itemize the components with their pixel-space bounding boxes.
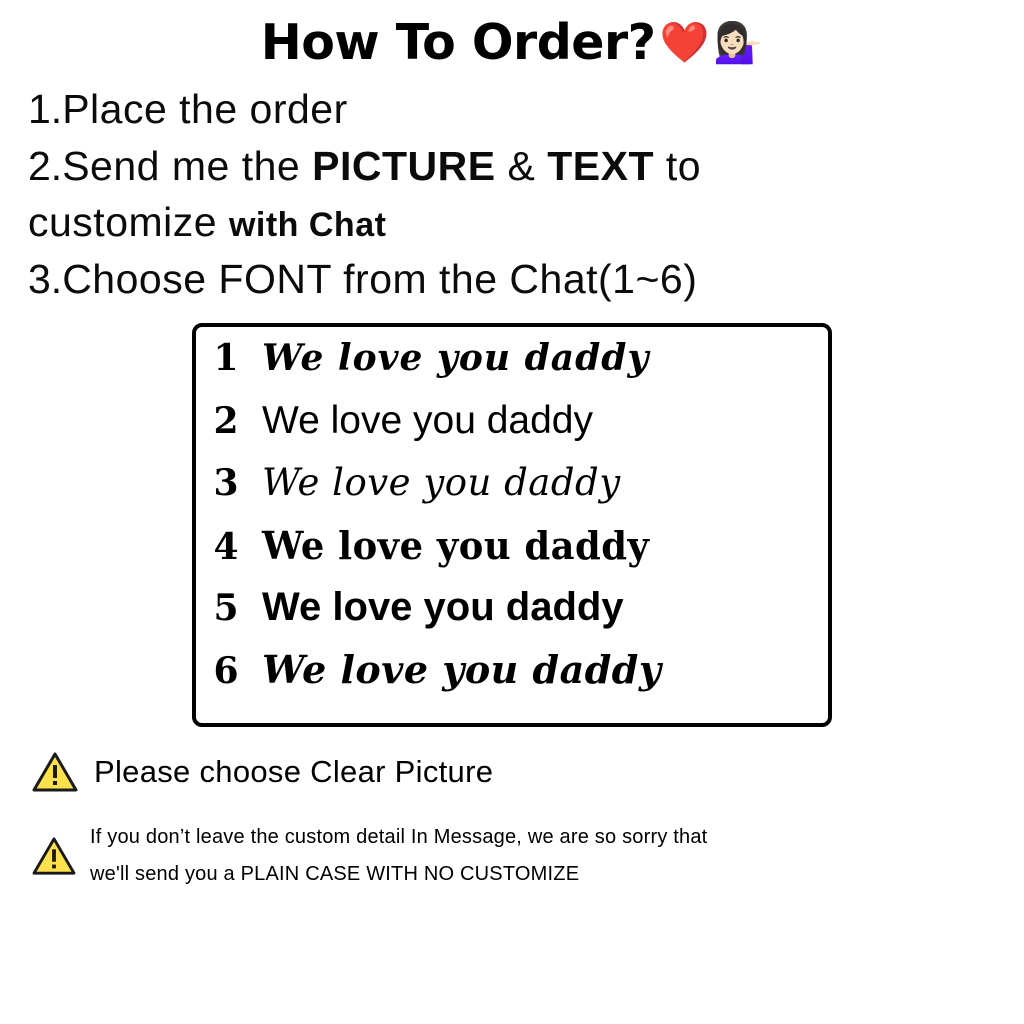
warning-secondary-text-block: [90, 819, 707, 893]
warning-secondary: [28, 819, 996, 893]
step-emphasis-picture: PICTURE: [312, 142, 496, 189]
font-option-row-2[interactable]: [212, 399, 812, 461]
font-option-row-5[interactable]: [212, 585, 812, 647]
page-title-text: How To Order?: [260, 14, 656, 71]
step-number: 2.: [28, 142, 63, 189]
heart-icon: ❤️: [659, 20, 710, 65]
font-option-sample: We love you daddy: [262, 337, 650, 380]
person-raising-hand-icon: 💁🏻‍♀️: [713, 20, 764, 65]
font-option-index: 1: [213, 337, 239, 380]
step-text-line2: customize: [28, 199, 229, 246]
step-emphasis-text: TEXT: [547, 142, 654, 189]
order-steps-list: [28, 81, 996, 307]
font-option-row-6[interactable]: [212, 647, 812, 709]
font-option-row-4[interactable]: [212, 523, 812, 585]
font-option-sample: We love you daddy: [262, 523, 650, 569]
font-option-index: 2: [213, 400, 239, 443]
font-option-row-3[interactable]: [212, 461, 812, 523]
warning-primary-text: Please choose Clear Picture: [94, 754, 494, 790]
font-option-sample: We love you daddy: [262, 585, 624, 630]
step-text: Place the order: [62, 86, 348, 132]
font-option-index: 6: [213, 650, 239, 693]
font-option-index: 5: [213, 587, 239, 630]
warning-primary: [28, 751, 996, 793]
warning-triangle-icon: [32, 836, 76, 876]
warning-secondary-line-2: we'll send you a PLAIN CASE WITH NO CUSTOMIZE: [90, 863, 580, 886]
font-option-sample: We love you daddy: [262, 461, 621, 505]
font-option-index: 4: [213, 526, 239, 569]
warning-triangle-icon: [32, 751, 78, 793]
step-text-mid: &: [495, 142, 548, 189]
step-text: Choose FONT from the Chat(1~6): [62, 255, 698, 302]
list-item-step-3: [28, 251, 996, 308]
step-text-with-chat: with Chat: [228, 206, 387, 245]
warning-secondary-line-1: If you don’t leave the custom detail In Message, we are so sorry that: [90, 826, 708, 849]
page-title: [28, 14, 996, 71]
step-number: 3.: [28, 255, 63, 302]
step-number: 1.: [28, 86, 63, 132]
step-text-tail: to: [654, 142, 702, 189]
list-item-step-2-continuation: [28, 194, 996, 251]
font-option-row-1[interactable]: [212, 337, 812, 399]
list-item-step-2: [28, 138, 996, 195]
list-item-step-1: [28, 81, 996, 138]
font-option-sample: We love you daddy: [262, 647, 662, 693]
font-option-index: 3: [213, 462, 239, 505]
font-option-sample: We love you daddy: [262, 399, 593, 443]
font-options-box: [192, 323, 832, 727]
step-text: Send me the: [62, 142, 313, 189]
